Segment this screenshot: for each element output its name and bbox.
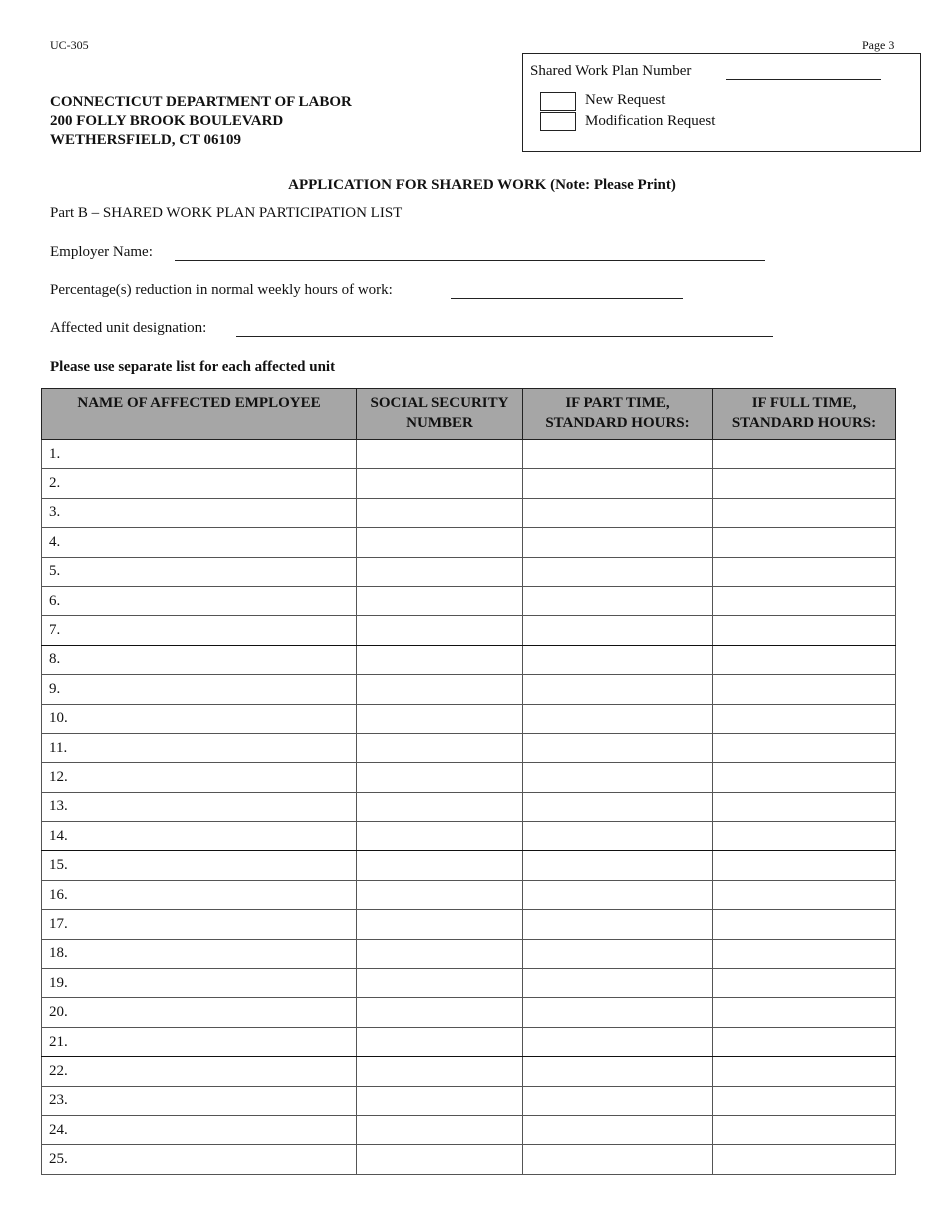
part-time-hours-cell[interactable] <box>523 440 713 469</box>
ssn-cell[interactable] <box>357 616 523 645</box>
part-time-hours-cell[interactable] <box>523 616 713 645</box>
employee-name-cell[interactable]: 11. <box>42 733 357 762</box>
ssn-cell[interactable] <box>357 528 523 557</box>
table-row <box>42 851 896 880</box>
employee-name-cell[interactable]: 4. <box>42 528 357 557</box>
ssn-cell[interactable] <box>357 851 523 880</box>
agency-address <box>50 93 352 150</box>
table-row <box>42 557 896 586</box>
table-row <box>42 586 896 615</box>
ssn-cell[interactable] <box>357 645 523 674</box>
part-time-hours-cell[interactable] <box>523 645 713 674</box>
full-time-hours-cell[interactable] <box>713 880 896 909</box>
new-request-checkbox[interactable] <box>540 92 576 111</box>
part-time-hours-cell[interactable] <box>523 1145 713 1174</box>
col-employee-name: NAME OF AFFECTED EMPLOYEE <box>42 389 357 440</box>
full-time-hours-cell[interactable] <box>713 733 896 762</box>
ssn-cell[interactable] <box>357 1086 523 1115</box>
table-row <box>42 763 896 792</box>
modification-request-label: Modification Request <box>585 113 716 129</box>
ssn-cell[interactable] <box>357 939 523 968</box>
form-title: APPLICATION FOR SHARED WORK (Note: Please Print) <box>288 177 676 193</box>
full-time-hours-cell[interactable] <box>713 1027 896 1056</box>
table-row <box>42 792 896 821</box>
employee-name-cell[interactable]: 13. <box>42 792 357 821</box>
ssn-cell[interactable] <box>357 498 523 527</box>
full-time-hours-cell[interactable] <box>713 675 896 704</box>
ssn-cell[interactable] <box>357 675 523 704</box>
employee-name-cell[interactable]: 18. <box>42 939 357 968</box>
full-time-hours-cell[interactable] <box>713 1086 896 1115</box>
part-heading: Part B – SHARED WORK PLAN PARTICIPATION LIST <box>50 205 403 221</box>
separate-list-note: Please use separate list for each affected unit <box>50 359 336 375</box>
ssn-cell[interactable] <box>357 822 523 851</box>
part-time-hours-cell[interactable] <box>523 969 713 998</box>
table-header-row <box>42 389 896 440</box>
employee-name-cell[interactable]: 6. <box>42 586 357 615</box>
affected-unit-field[interactable] <box>236 336 773 337</box>
table-row <box>42 616 896 645</box>
employee-name-cell[interactable]: 21. <box>42 1027 357 1056</box>
agency-city: WETHERSFIELD, CT 06109 <box>50 132 242 148</box>
employee-table <box>41 388 896 1175</box>
employee-name-cell[interactable]: 10. <box>42 704 357 733</box>
part-time-hours-cell[interactable] <box>523 675 713 704</box>
employee-name-cell[interactable]: 22. <box>42 1057 357 1086</box>
employee-name-cell[interactable]: 25. <box>42 1145 357 1174</box>
plan-number-field[interactable] <box>726 79 881 80</box>
percentage-reduction-label: Percentage(s) reduction in normal weekly hours of work: <box>50 282 393 298</box>
ssn-cell[interactable] <box>357 969 523 998</box>
full-time-hours-cell[interactable] <box>713 616 896 645</box>
ssn-cell[interactable] <box>357 1145 523 1174</box>
employee-name-cell[interactable]: 16. <box>42 880 357 909</box>
full-time-hours-cell[interactable] <box>713 998 896 1027</box>
full-time-hours-cell[interactable] <box>713 440 896 469</box>
part-time-hours-cell[interactable] <box>523 910 713 939</box>
part-time-hours-cell[interactable] <box>523 733 713 762</box>
employee-name-cell[interactable]: 19. <box>42 969 357 998</box>
ssn-cell[interactable] <box>357 792 523 821</box>
part-time-hours-cell[interactable] <box>523 1027 713 1056</box>
part-time-hours-cell[interactable] <box>523 704 713 733</box>
modification-request-checkbox[interactable] <box>540 112 576 131</box>
ssn-cell[interactable] <box>357 440 523 469</box>
employee-name-cell[interactable]: 15. <box>42 851 357 880</box>
table-row <box>42 880 896 909</box>
form-code: UC-305 <box>50 38 89 52</box>
part-time-hours-cell[interactable] <box>523 586 713 615</box>
ssn-cell[interactable] <box>357 704 523 733</box>
part-time-hours-cell[interactable] <box>523 851 713 880</box>
table-row <box>42 969 896 998</box>
employer-name-label: Employer Name: <box>50 244 153 260</box>
part-time-hours-cell[interactable] <box>523 939 713 968</box>
table-row <box>42 939 896 968</box>
full-time-hours-cell[interactable] <box>713 1145 896 1174</box>
employee-name-cell[interactable]: 7. <box>42 616 357 645</box>
part-time-hours-cell[interactable] <box>523 822 713 851</box>
employee-name-cell[interactable]: 3. <box>42 498 357 527</box>
part-time-hours-cell[interactable] <box>523 880 713 909</box>
full-time-hours-cell[interactable] <box>713 557 896 586</box>
employer-name-field[interactable] <box>175 260 765 261</box>
full-time-hours-cell[interactable] <box>713 969 896 998</box>
col-part-time-hours: IF PART TIME, STANDARD HOURS: <box>523 389 713 440</box>
full-time-hours-cell[interactable] <box>713 704 896 733</box>
table-row <box>42 910 896 939</box>
employee-name-cell[interactable]: 5. <box>42 557 357 586</box>
table-row <box>42 998 896 1027</box>
employee-name-cell[interactable]: 12. <box>42 763 357 792</box>
employee-name-cell[interactable]: 14. <box>42 822 357 851</box>
employee-name-cell[interactable]: 2. <box>42 469 357 498</box>
ssn-cell[interactable] <box>357 1027 523 1056</box>
part-time-hours-cell[interactable] <box>523 998 713 1027</box>
table-row <box>42 704 896 733</box>
col-social-security: SOCIAL SECURITY NUMBER <box>357 389 523 440</box>
new-request-label: New Request <box>585 92 666 108</box>
employee-name-cell[interactable]: 1. <box>42 440 357 469</box>
part-time-hours-cell[interactable] <box>523 1115 713 1144</box>
agency-name: CONNECTICUT DEPARTMENT OF LABOR <box>50 94 352 110</box>
employee-name-cell[interactable]: 9. <box>42 675 357 704</box>
ssn-cell[interactable] <box>357 469 523 498</box>
full-time-hours-cell[interactable] <box>713 469 896 498</box>
plan-number-label: Shared Work Plan Number <box>530 63 692 79</box>
full-time-hours-cell[interactable] <box>713 939 896 968</box>
full-time-hours-cell[interactable] <box>713 1057 896 1086</box>
ssn-cell[interactable] <box>357 998 523 1027</box>
table-row <box>42 528 896 557</box>
full-time-hours-cell[interactable] <box>713 498 896 527</box>
part-time-hours-cell[interactable] <box>523 557 713 586</box>
part-time-hours-cell[interactable] <box>523 1086 713 1115</box>
ssn-cell[interactable] <box>357 557 523 586</box>
table-row <box>42 733 896 762</box>
ssn-cell[interactable] <box>357 880 523 909</box>
part-time-hours-cell[interactable] <box>523 763 713 792</box>
table-row <box>42 1057 896 1086</box>
part-time-hours-cell[interactable] <box>523 1057 713 1086</box>
full-time-hours-cell[interactable] <box>713 1115 896 1144</box>
employee-name-cell[interactable]: 8. <box>42 645 357 674</box>
table-row <box>42 469 896 498</box>
table-row <box>42 1115 896 1144</box>
part-time-hours-cell[interactable] <box>523 528 713 557</box>
part-time-hours-cell[interactable] <box>523 498 713 527</box>
full-time-hours-cell[interactable] <box>713 763 896 792</box>
table-row <box>42 440 896 469</box>
table-row <box>42 822 896 851</box>
table-row <box>42 1086 896 1115</box>
affected-unit-label: Affected unit designation: <box>50 320 207 336</box>
percentage-reduction-field[interactable] <box>451 298 683 299</box>
employee-name-cell[interactable]: 24. <box>42 1115 357 1144</box>
ssn-cell[interactable] <box>357 733 523 762</box>
employee-name-cell[interactable]: 17. <box>42 910 357 939</box>
ssn-cell[interactable] <box>357 1115 523 1144</box>
full-time-hours-cell[interactable] <box>713 910 896 939</box>
full-time-hours-cell[interactable] <box>713 851 896 880</box>
table-row <box>42 675 896 704</box>
full-time-hours-cell[interactable] <box>713 528 896 557</box>
page-number: Page 3 <box>862 38 895 52</box>
table-row <box>42 498 896 527</box>
employee-name-cell[interactable]: 20. <box>42 998 357 1027</box>
full-time-hours-cell[interactable] <box>713 822 896 851</box>
employee-name-cell[interactable]: 23. <box>42 1086 357 1115</box>
full-time-hours-cell[interactable] <box>713 645 896 674</box>
col-full-time-hours: IF FULL TIME, STANDARD HOURS: <box>713 389 896 440</box>
full-time-hours-cell[interactable] <box>713 792 896 821</box>
ssn-cell[interactable] <box>357 1057 523 1086</box>
ssn-cell[interactable] <box>357 586 523 615</box>
table-row <box>42 1027 896 1056</box>
full-time-hours-cell[interactable] <box>713 586 896 615</box>
table-row <box>42 645 896 674</box>
part-time-hours-cell[interactable] <box>523 792 713 821</box>
ssn-cell[interactable] <box>357 910 523 939</box>
part-time-hours-cell[interactable] <box>523 469 713 498</box>
ssn-cell[interactable] <box>357 763 523 792</box>
table-row <box>42 1145 896 1174</box>
agency-street: 200 FOLLY BROOK BOULEVARD <box>50 113 284 129</box>
